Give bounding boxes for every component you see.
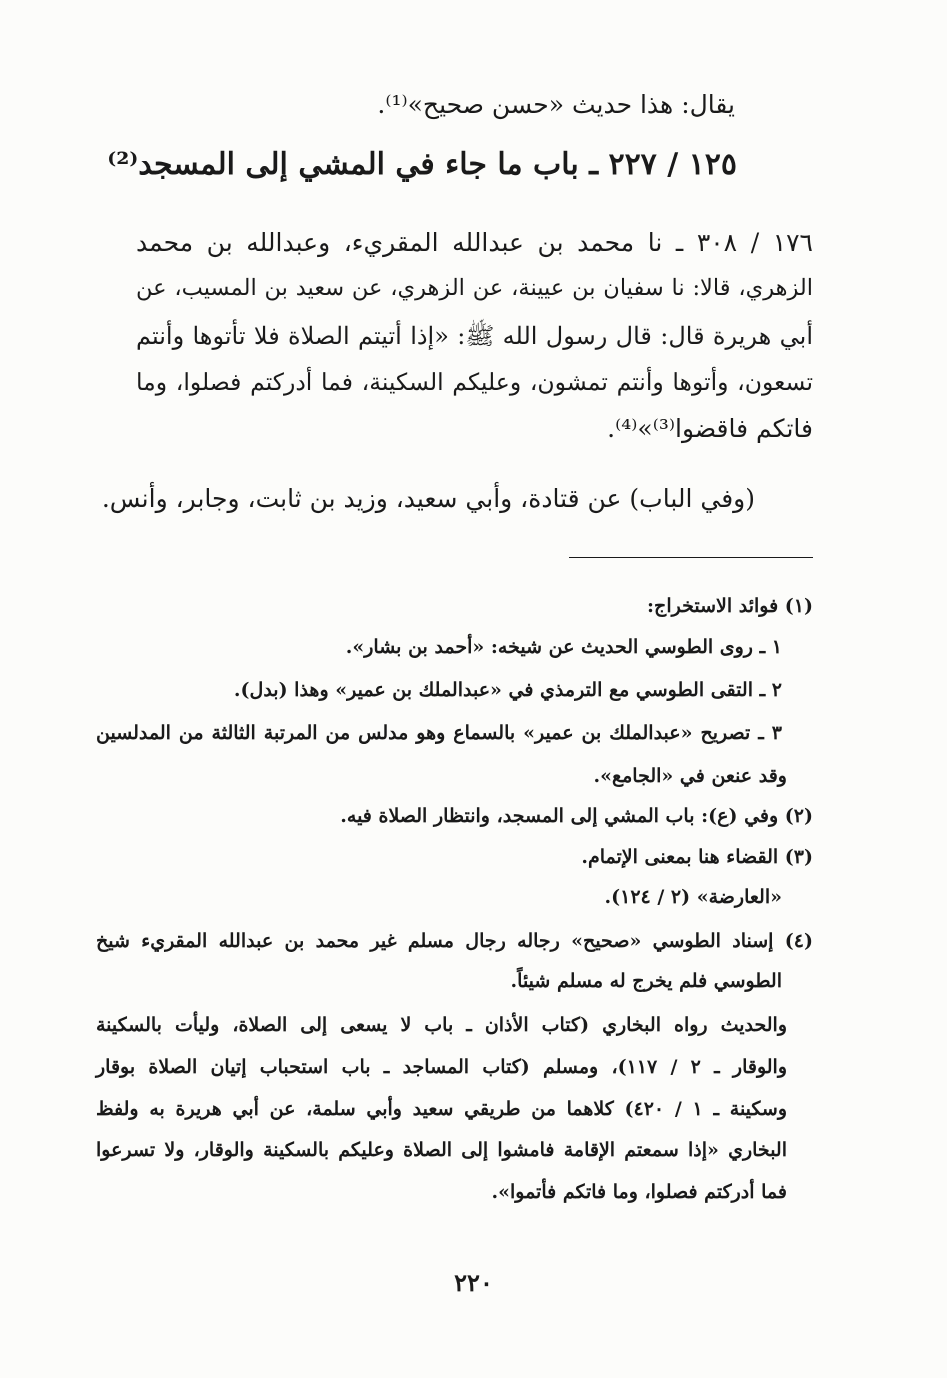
footnote-3: (٣) القضاء هنا بمعنى الإتمام. bbox=[581, 846, 813, 868]
footnote-2: (٢) وفي (ع): باب المشي إلى المسجد، وانتظار الصلاة فيه. bbox=[340, 805, 813, 827]
hadith-line: ١٧٦ / ٣٠٨ ـ نا محمد بن عبدالله المقريء، وعبدالله بن محمد bbox=[136, 228, 813, 257]
hadith-line: فاتكم فاقضوا⁽³⁾»⁽⁴⁾. bbox=[607, 414, 813, 443]
footnote-4-line: والحديث رواه البخاري (كتاب الأذان ـ باب لا يسعى إلى الصلاة، وليأت بالسكينة bbox=[96, 1014, 787, 1036]
hadith-line: تسعون، وأتوها وأنتم تمشون، وعليكم السكينة، فما أدركتم فصلوا، وما bbox=[136, 368, 813, 396]
footnote-1-item: ٣ ـ تصريح «عبدالملك بن عمير» بالسماع وهو مدلس من المرتبة الثالثة من المدلسين bbox=[96, 722, 782, 744]
chapter-title: ١٢٥ / ٢٢٧ ـ باب ما جاء في المشي إلى المسجد⁽²⁾ bbox=[107, 147, 737, 182]
footnote-4-line: وسكينة ـ ١ / ٤٢٠) كلاهما من طريقي سعيد وأبي سلمة، عن أبي هريرة به ولفظ bbox=[96, 1098, 788, 1120]
footnote-1-heading: (١) فوائد الاستخراج: bbox=[647, 595, 813, 617]
footnote-separator bbox=[569, 557, 813, 558]
footnote-4-line: البخاري «إذا سمعتم الإقامة فامشوا إلى الصلاة وعليكم بالسكينة والوقار، ولا تسرعوا bbox=[96, 1139, 787, 1161]
footnote-1-item: وقد عنعن في «الجامع». bbox=[593, 765, 787, 787]
footnote-4-line: والوقار ـ ٢ / ١١٧)، ومسلم (كتاب المساجد ـ باب استحباب إتيان الصلاة بوقار bbox=[96, 1056, 788, 1078]
hadith-line: الزهري، قالا: نا سفيان بن عيينة، عن الزهري، عن سعيد بن المسيب، عن bbox=[136, 275, 813, 301]
hadith-line: أبي هريرة قال: قال رسول الله ﷺ: «إذا أتيتم الصلاة فلا تأتوها وأنتم bbox=[136, 322, 813, 350]
intro-line: يقال: هذا حديث «حسن صحيح»⁽¹⁾. bbox=[377, 90, 735, 119]
footnote-3-ref: «العارضة» (٢ / ١٢٤). bbox=[604, 886, 782, 908]
fil-bab-note: (وفي الباب) عن قتادة، وأبي سعيد، وزيد بن ثابت، وجابر، وأنس. bbox=[101, 484, 755, 513]
footnote-4: (٤) إسناد الطوسي «صحيح» رجاله رجال مسلم غير محمد بن عبدالله المقريء شيخ bbox=[96, 930, 813, 952]
footnote-4-line: الطوسي فلم يخرج له مسلم شيئاً. bbox=[510, 970, 782, 992]
footnote-1-item: ١ ـ روى الطوسي الحديث عن شيخه: «أحمد بن بشار». bbox=[345, 636, 782, 658]
footnote-4-line: فما أدركتم فصلوا، وما فاتكم فأتموا». bbox=[491, 1181, 787, 1203]
footnote-1-item: ٢ ـ التقى الطوسي مع الترمذي في «عبدالملك بن عمير» وهذا (بدل). bbox=[233, 679, 782, 701]
page-number: ٢٢٠ bbox=[454, 1268, 493, 1297]
